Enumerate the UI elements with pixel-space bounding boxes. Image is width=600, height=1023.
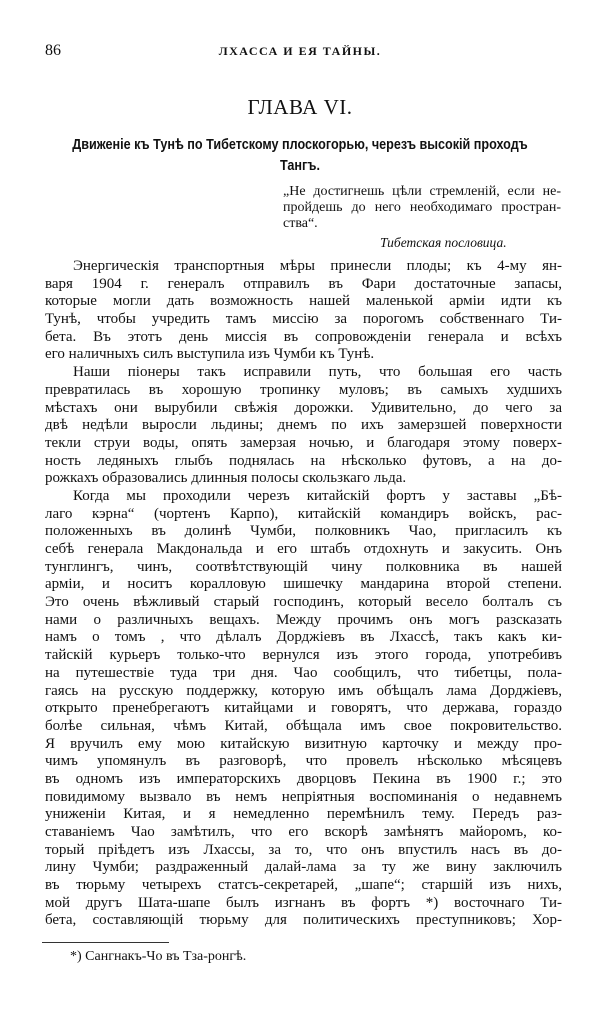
text-line: превратилась въ хорошую тропинку муловъ; въ самыхъ худшихъ	[45, 381, 562, 398]
text-line: его наличныхъ силъ выступила изъ Чумби къ Тунѣ.	[45, 346, 375, 363]
text-line: Это очень вѣжливый старый господинъ, который весело болталъ съ	[45, 594, 562, 611]
text-line: лину Чумби; раздраженный далай-лама за ту же вину заключилъ	[45, 859, 562, 876]
footnote-divider	[42, 942, 169, 943]
text-line: чимъ упомянулъ въ разговорѣ, что провелъ нѣсколько мѣсяцевъ	[45, 753, 562, 770]
chapter-title: ГЛАВА VI.	[247, 95, 353, 119]
chapter-subtitle-line: Движеніе къ Тунѣ по Тибетскому плоскогорью, черезъ высокій проходъ	[72, 136, 528, 153]
text-line: бета, составляющій тюрьму для политическихъ преступниковъ; Хор-	[45, 912, 562, 929]
text-line: намъ о томъ , что дѣлалъ Дорджіевъ въ Лхассѣ, такъ какъ ки-	[45, 629, 562, 646]
text-line: Когда мы проходили черезъ китайскій фортъ у заставы „Бѣ-	[73, 487, 562, 504]
text-line: лаго кэрна“ (чортенъ Карпо), китайскій командиръ войскъ, рас-	[45, 505, 562, 522]
text-line: бета. Въ этотъ день миссія въ сопровожденіи генерала и всѣхъ	[45, 328, 562, 345]
text-line: ность ледяныхъ глыбъ поднялась на нѣсколько футовъ, а на до-	[45, 452, 562, 469]
text-line: текли струи воды, опять замерзая ночью, и благодаря этому поверх-	[45, 434, 562, 451]
text-line: положенныхъ въ долинѣ Чумби, полковникъ Чао, пригласилъ къ	[45, 523, 562, 540]
epigraph-line: ства“.	[283, 216, 318, 231]
running-head: ЛХАССА И ЕЯ ТАЙНЫ.	[218, 44, 382, 58]
text-line: въ одномъ изъ императорскихъ дворцовъ Пекина въ 1900 г.; это	[45, 770, 562, 787]
text-line: открыто пренебрегаютъ китайцами и говорятъ, что держава, гораздо	[45, 700, 562, 717]
text-line: въ тюрьму четырехъ статсъ-секретарей, „шапе“; старшій изъ нихъ,	[45, 877, 562, 894]
text-line: торый пріѣдетъ изъ Лхассы, за то, что онъ впустилъ насъ въ до-	[45, 841, 562, 858]
text-line: мѣстахъ они вырубили свѣжія дорожки. Удивительно, до чего за	[45, 399, 562, 416]
text-line: повидимому вызвало въ немъ непріятныя воспоминанія о недавнемъ	[45, 788, 562, 805]
page-number: 86	[45, 42, 61, 59]
text-line: арміи, и носитъ коралловую шишечку мандарина второй степени.	[45, 576, 562, 593]
text-line: тайскій курьеръ только-что вернулся изъ этого города, употребивъ	[45, 647, 562, 664]
epigraph	[283, 184, 561, 232]
text-line: Наши піонеры такъ исправили путь, что большая его часть	[73, 364, 562, 381]
text-line: Тунѣ, чтобы учредить тамъ миссію за порогомъ собственнаго Ти-	[45, 311, 562, 328]
text-line: Я вручилъ ему мою китайскую визитную карточку и между про-	[45, 735, 562, 752]
text-line: тунглингъ, чинъ, соотвѣтствующій чину полковника въ нашей	[45, 558, 562, 575]
text-line: мой другъ Шата-шапе былъ изгнанъ въ фортъ *) восточнаго Ти-	[45, 894, 562, 911]
footnote: *) Сангнакъ-Чо въ Тза-ронгѣ.	[70, 949, 247, 964]
text-line: варя 1904 г. генералъ отправилъ въ Фари достаточные запасы,	[45, 275, 562, 292]
text-line: рожкахъ образовались длинныя полосы скользкаго льда.	[45, 470, 407, 487]
epigraph-line: пройдешь до него необходимаго простран-	[283, 200, 561, 215]
body-text	[45, 258, 562, 930]
text-line: униженіи Китая, и я немедленно перемѣнилъ тему. Передъ раз-	[45, 806, 562, 823]
text-line: болѣе сильная, чѣмъ Китай, обѣщала имъ свое покровительство.	[45, 717, 562, 734]
chapter-subtitle-line: Тангъ.	[280, 157, 320, 174]
text-line: Энергическія транспортныя мѣры принесли плоды; къ 4-му ян-	[73, 258, 562, 274]
text-line: нами о различныхъ вещахъ. Между прочимъ онъ могъ разсказать	[45, 611, 562, 628]
paragraph	[45, 364, 562, 488]
paragraph	[45, 258, 562, 364]
epigraph-line: „Не достигнешь цѣли стремленій, если не-	[283, 184, 561, 199]
text-line: на путешествіе туда три дня. Чао сообщилъ, что тибетцы, пола-	[45, 664, 562, 681]
text-line: которые могли дать возможность нашей маленькой арміи идти къ	[45, 293, 562, 310]
text-line: ставаніемъ Чао замѣтилъ, что его вскорѣ замѣнятъ майоромъ, ко-	[45, 824, 562, 840]
text-line: себѣ генерала Макдональда и его штабъ отдохнуть и закусить. Онъ	[45, 541, 562, 557]
epigraph-source: Тибетская пословица.	[380, 235, 507, 250]
paragraph	[45, 488, 562, 930]
text-line: двѣ недѣли выросли льдины; днемъ по ихъ замерзшей поверхности	[45, 417, 562, 434]
chapter-subtitle	[0, 134, 600, 176]
text-line: гаясь на русскую поддержку, которую имъ обѣщалъ лама Дорджіевъ,	[45, 682, 562, 699]
